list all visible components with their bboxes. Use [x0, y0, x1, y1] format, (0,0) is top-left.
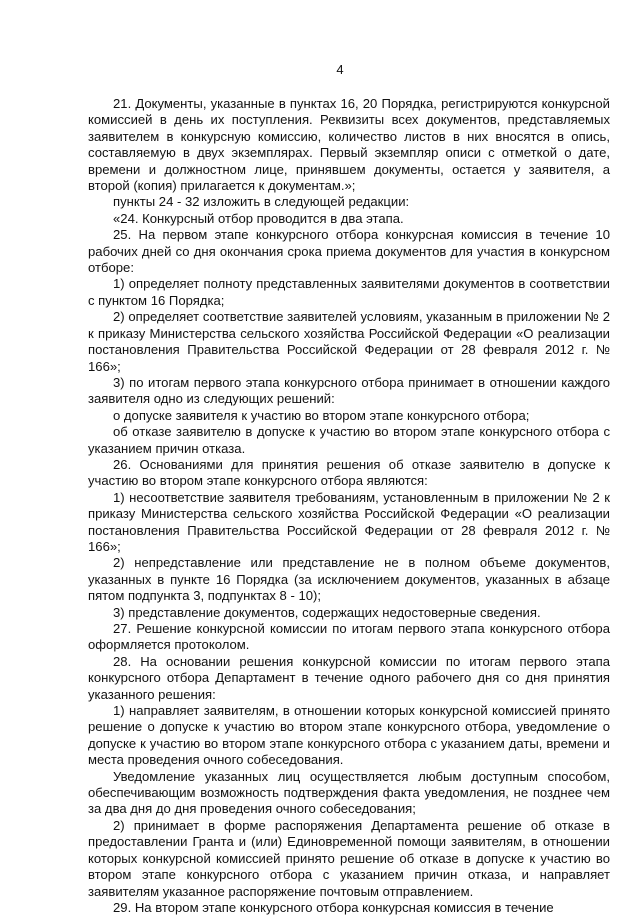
paragraph-25: 25. На первом этапе конкурсного отбора конкурсная комиссия в течение 10 рабочих дней со дня окончания срока приема документов для участия в конкурсном отборе:	[88, 227, 610, 276]
paragraph-28-1: 1) направляет заявителям, в отношении которых конкурсной комиссией принято решение о допуске к участию во втором этапе конкурсного отбора, уведомление о допуске к участию во втором этапе конкурсного отбора с указанием даты, времени и места проведения очного собеседования.	[88, 703, 610, 768]
document-body	[88, 96, 610, 916]
paragraph-28: 28. На основании решения конкурсной комиссии по итогам первого этапа конкурсного отбора Департамент в течение одного рабочего дня со дня принятия указанного решения:	[88, 653, 610, 702]
paragraph-25-2: 2) определяет соответствие заявителей условиям, указанным в приложении № 2 к приказу Министерства сельского хозяйства Российской Федерации «О реализации постановления Правительства Российской Федерации от 28 февраля 2012 г. № 166»;	[88, 309, 610, 374]
paragraph-24: «24. Конкурсный отбор проводится в два этапа.	[113, 210, 404, 226]
paragraph-27: 27. Решение конкурсной комиссии по итогам первого этапа конкурсного отбора оформляется протоколом.	[88, 621, 610, 653]
paragraph-25-3-admit: о допуске заявителя к участию во втором этапе конкурсного отбора;	[113, 407, 530, 423]
paragraph-26-1: 1) несоответствие заявителя требованиям, установленным в приложении № 2 к приказу Министерства сельского хозяйства Российской Федерации «О реализации постановления Правительства Российской Федерации от 28 февраля 2012 г. № 166»;	[88, 489, 610, 554]
paragraph-26: 26. Основаниями для принятия решения об отказе заявителю в допуске к участию во втором этапе конкурсного отбора являются:	[88, 456, 610, 489]
paragraph-25-3: 3) по итогам первого этапа конкурсного отбора принимает в отношении каждого заявителя одно из следующих решений:	[88, 374, 610, 407]
paragraph-25-3-refuse: об отказе заявителю в допуске к участию во втором этапе конкурсного отбора с указанием причин отказа.	[88, 424, 610, 456]
paragraph-21: 21. Документы, указанные в пунктах 16, 20 Порядка, регистрируются конкурсной комиссией в день их поступления. Реквизиты всех документов, представляемых заявителем в конкурсную комиссию, количество листов в них вносятся в опись, составляемую в двух экземплярах. Первый экземпляр описи с отметкой о дате, времени и должностном лице, принявшем документы, остается у заявителя, а второй (копия) прилагается к документам.»;	[88, 96, 610, 194]
paragraph-26-3: 3) представление документов, содержащих недостоверные сведения.	[113, 604, 541, 620]
paragraph-29: 29. На втором этапе конкурсного отбора конкурсная комиссия в течение	[113, 899, 554, 915]
paragraph-25-1: 1) определяет полноту представленных заявителями документов в соответствии с пунктом 16 Порядка;	[88, 276, 610, 308]
paragraph-26-2: 2) непредставление или представление не в полном объеме документов, указанных в пункте 16 Порядка (за исключением документов, указанных в абзаце пятом подпункта 3, подпунктах 8 - 10);	[88, 555, 610, 604]
paragraph-28-notice: Уведомление указанных лиц осуществляется любым доступным способом, обеспечивающим возможность подтверждения факта уведомления, не позднее чем за два дня до дня проведения очного собеседования;	[88, 768, 610, 817]
paragraph-28-2: 2) принимает в форме распоряжения Департамента решение об отказе в предоставлении Гранта и (или) Единовременной помощи заявителям, в отношении которых конкурсной комиссией принято решение об отказе в допуске к участию во втором этапе конкурсного отбора с указанием причин отказа, и направляет заявителям указанное распоряжение почтовым отправлением.	[88, 817, 610, 899]
page-number: 4	[336, 62, 344, 77]
paragraph-amendment-intro: пункты 24 - 32 изложить в следующей редакции:	[113, 194, 410, 210]
